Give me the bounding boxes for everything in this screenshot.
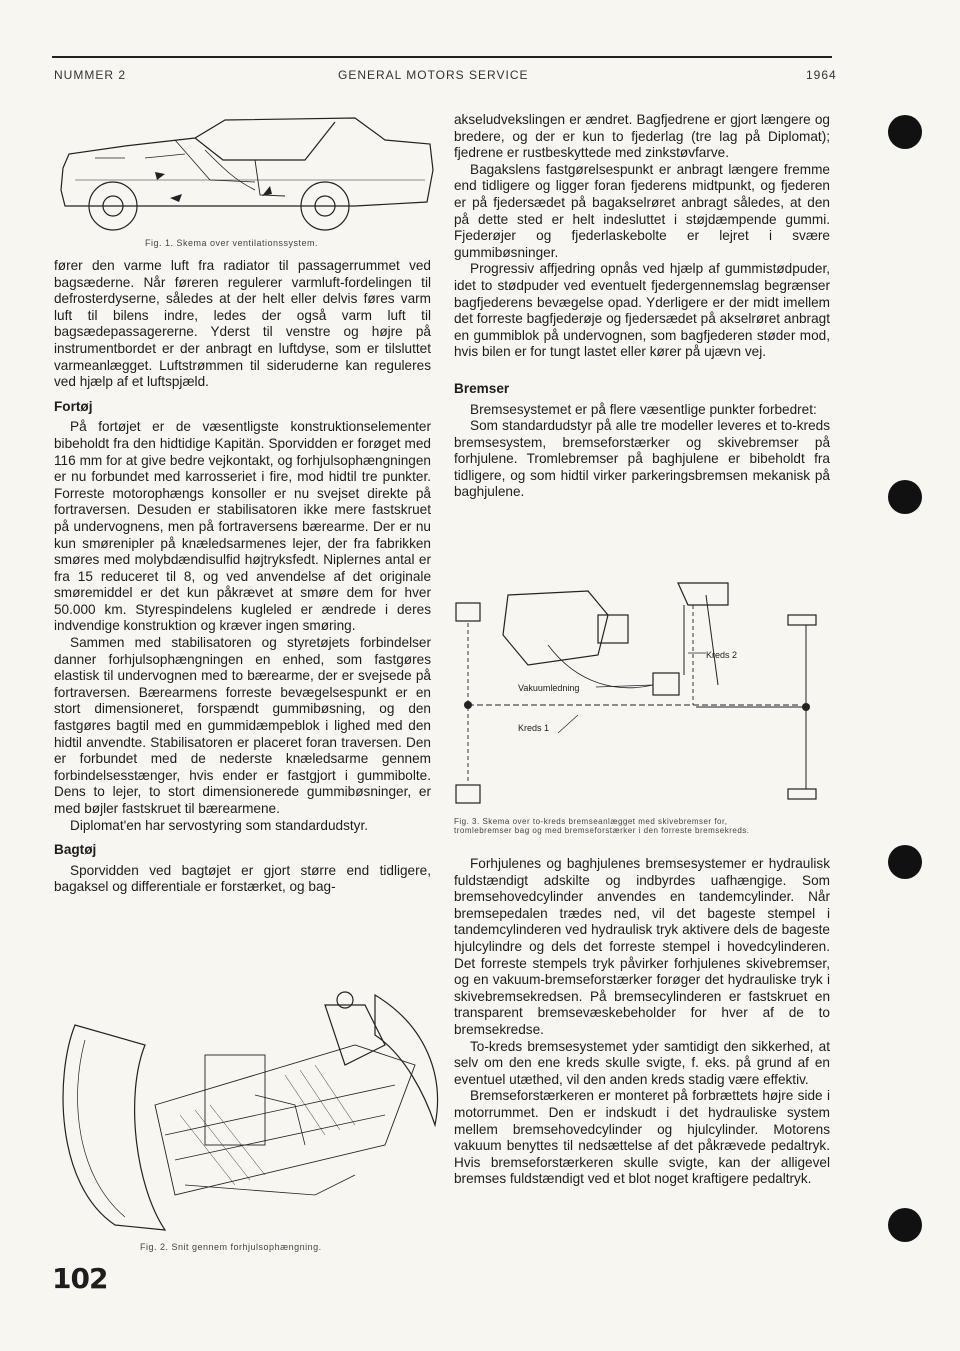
fig1-ventilation-diagram xyxy=(55,110,440,235)
binder-hole-lower xyxy=(888,845,922,879)
page-number: 102 xyxy=(52,1262,108,1295)
fig3-brake-schematic xyxy=(448,575,838,810)
right-paragraph-6: Bremseforstærkeren er monteret på forbrættets højre side i motorrummet. Den er indskudt i det hydrauliske system mellem bremsehovedcylinder og hjulcylinder. Motorens vakuum benyttes til nedsættelse af det påkrævede pedaltryk. Hvis bremseforstærkeren skulle svigte, kan der alligevel bremses fuldstændigt ved et blot noget kraftigere pedaltryk. xyxy=(454,1088,830,1187)
right-paragraph-5: To-kreds bremsesystemet yder samtidigt den sikkerhed, at selv om den ene kreds skulle svigte, f. eks. på grund af en eventuel utæthed, vil den anden kreds stadig være effektiv. xyxy=(454,1038,830,1087)
label-vakuumledning: Vakuumledning xyxy=(518,683,580,693)
bremser-paragraph-2: Som standardudstyr på alle tre modeller leveres et to-kreds bremsesystem, bremseforstærker og skivebremser på forhjulene. Tromlebremser på baghjulene er bibeholdt fra tidligere, og som hidtil virker parkeringsbremsen mekanisk på baghjulene. xyxy=(454,418,830,500)
heading-fortoj: Fortøj xyxy=(54,398,93,414)
fig2-suspension-drawing xyxy=(55,985,445,1235)
fig1-caption: Fig. 1. Skema over ventilationssystem. xyxy=(145,238,319,248)
right-paragraph-2: Bagakslens fastgørelsespunkt er anbragt længere fremme end tidligere og ligger foran fjederens midtpunkt, og fjederen er på fjedersædet på bagakselrøret anbragt således, at den på dette sted er helt indesluttet i støjdæmpende gummi. Fjederøjer og fjederlaskebolte er lejret i svære gummibøsninger. xyxy=(454,161,830,260)
binder-hole-upper xyxy=(888,480,922,514)
bagtoj-paragraph-1: Sporvidden ved bagtøjet er gjort større end tidligere, bagaksel og differentiale er forstærket, og bag- xyxy=(54,862,431,895)
right-column-top xyxy=(454,112,830,501)
header-rule xyxy=(52,56,832,58)
binder-hole-top xyxy=(888,115,922,149)
right-paragraph-3: Progressiv affjedring opnås ved hjælp af gummistødpuder, idet to stødpuder ved eventuelt fjedergennemslag begrænser bagfjederens bevægelse opad. Yderligere er der midt imellem det forreste bagfjederøje og fjedersædet på akselrøret anbragt en gummiblok på undervognen, som bagfjederen støder mod, hvis bilen er for tungt lastet eller kører på ujævn vej. xyxy=(454,261,830,360)
intro-paragraph: fører den varme luft fra radiator til passagerrummet ved bagsæderne. Når føreren regulerer varmluft-fordelingen til defrosterdyserne, således at der helt eller delvis føres varm luft til bilens indre, ledes der også varm luft til bagsædepassagererne. Yderst til venstre og højre på instrumentbordet er der anbragt en luftdyse, som er tilsluttet varmeanlægget. Luftstrømmen til sideruderne kan reguleres ved hjælp af et luftspjæld. xyxy=(54,258,431,390)
fig3-caption-line2: tromlebremser bag og med bremseforstærker i den forreste bremsekreds. xyxy=(454,826,750,835)
right-paragraph-4: Forhjulenes og baghjulenes bremsesystemer er hydraulisk fuldstændigt adskilte og indbyrdes uafhængige. Som bremsehovedcylinder anvendes en tandemcylinder. Når bremsepedalen trædes ned, vil det bageste stempel i tandemcylinderen ved hydraulisk tryk aktivere dels de bageste hjulcylindre og dels det forreste stempel i hovedcylinderen. Det forreste stempels tryk påvirker forhjulenes skivebremser, og en vakuum-bremseforstærker forøger det hydrauliske tryk i skivebremsekredsen. På bremsecylinderen er fastskruet en transparent bremsevæskebeholder for hver af de to bremsekredse. xyxy=(454,856,830,1037)
left-column xyxy=(54,258,431,896)
heading-bremser: Bremser xyxy=(454,380,510,396)
fig2-caption: Fig. 2. Snit gennem forhjulsophængning. xyxy=(140,1242,322,1252)
header-year: 1964 xyxy=(806,68,837,82)
header-title: GENERAL MOTORS SERVICE xyxy=(338,68,529,82)
fig3-caption-line1: Fig. 3. Skema over to-kreds bremseanlægget med skivebremser for, xyxy=(454,817,728,826)
fortoj-paragraph-3: Diplomat'en har servostyring som standardudstyr. xyxy=(70,817,369,833)
fortoj-paragraph-2: Sammen med stabilisatoren og styretøjets forbindelser danner forhjulsophængningen en enhed, som fastgøres elastisk til undervognen med to bærearme, der er svejsede på fortraversen. Bærearmens forreste bevægelsespunkt er en stort dimensioneret, forspændt gummibøsning, og den fastgøres bagtil med en gummidæmpeblok i lighed med den hidtil anvendte. Stabilisatoren er placeret foran traversen. Den er forbundet med de nederste knæledsarme gennem forbindelsesstænger, hvis ender er fastgjort i gummibolte. Dens to lejer, to stort dimensionerede gummibøsninger, er med bøjler fastskruet til bærearmene. xyxy=(54,635,431,816)
label-kreds2: Kreds 2 xyxy=(706,650,738,660)
right-paragraph-1: akseludvekslingen er ændret. Bagfjedrene er gjort længere og bredere, og der er kun to fjederlag (tre lag på Diplomat); fjedrene er rustbeskyttede med zinkstøvfarve. xyxy=(454,112,830,161)
header-issue: NUMMER 2 xyxy=(54,68,127,82)
label-kreds1: Kreds 1 xyxy=(518,723,550,733)
fortoj-paragraph-1: På fortøjet er de væsentligste konstruktionselementer bibeholdt fra den hidtidige Kapitän. Sporvidden er forøget med 116 mm for at give bedre vejkontakt, og forhjulsophængningen er nu forbundet med karrosseriet i fire, mod hidtil tre punkter. Forreste motorophængs konsoller er nu svejset direkte på fortraversen. Desuden er stabilisatoren ikke mere fastskruet på undervognens, men på fortraversens bærearme. Der er nu kun smørenipler på knæledsarmenes lejer, der fra fabrikken smøres med molybdændisulfid højtryksfedt. Niplernes antal er fra 15 reduceret til 8, og ved anvendelse af det originale smøremiddel er det kun påkrævet at smøre dem for hver 50.000 km. Styrespindelens kugleled er ændrede i deres indvendige konstruktion og kræver ingen smøring. xyxy=(54,419,431,634)
binder-hole-bottom xyxy=(888,1208,922,1242)
right-column-bottom xyxy=(454,856,830,1188)
heading-bagtoj: Bagtøj xyxy=(54,842,97,858)
bremser-paragraph-1: Bremsesystemet er på flere væsentlige punkter forbedret: xyxy=(470,401,817,417)
